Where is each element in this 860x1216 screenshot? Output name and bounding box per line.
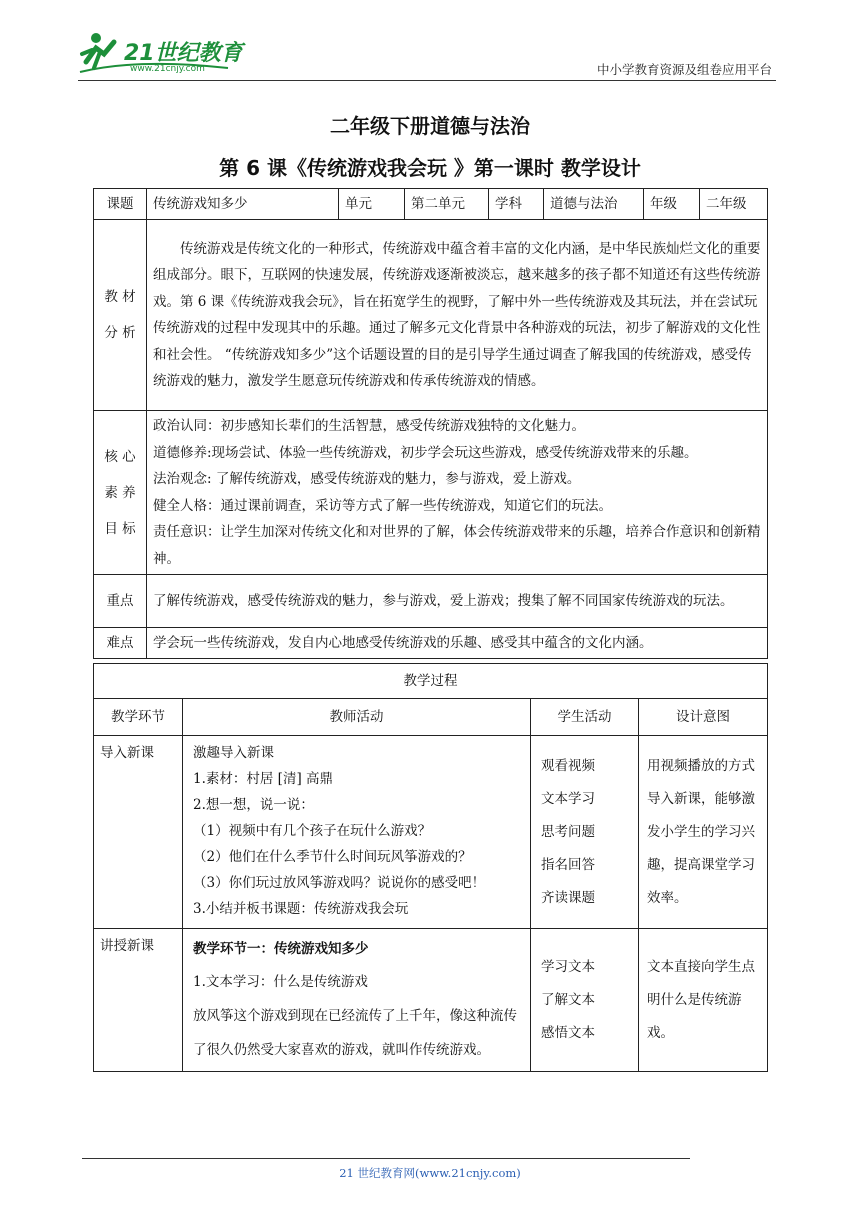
process-header-row xyxy=(94,699,768,736)
document-title: 二年级下册道德与法治 xyxy=(330,114,530,138)
goal-political: 政治认同：初步感知长辈们的生活智慧，感受传统游戏独特的文化魅力。 xyxy=(153,418,585,434)
key-point-row xyxy=(94,575,768,628)
design-intent-new: 文本直接向学生点明什么是传统游戏。 xyxy=(639,929,768,1072)
difficulty-text: 学会玩一些传统游戏，发自内心地感受传统游戏的乐趣、感受其中蕴含的文化内涵。 xyxy=(147,628,768,659)
platform-name: 中小学教育资源及组卷应用平台 xyxy=(596,62,772,77)
analysis-text: 传统游戏是传统文化的一种形式，传统游戏中蕴含着丰富的文化内涵，是中华民族灿烂文化的重要组成部分。眼下，互联网的快速发展，传统游戏逐渐被淡忘，越来越多的孩子都不知道还有这些传统游戏。第 6 课《传统游戏我会玩》，旨在拓宽学生的视野，了解中外一些传统游戏及其玩法，并在尝试玩传统游戏的过程中发现其中的乐趣。通过了解多元文化背景中各种游戏的玩法，初步了解游戏的文化性和社会性。 “传统游戏知多少”这个话题设置的目的是引导学生通过调查了解我国的传统游戏，感受传统游戏的魅力，激发学生愿意玩传统游戏和传承传统游戏的情感。 xyxy=(147,220,768,411)
unit-label: 单元 xyxy=(339,189,405,220)
grade-label: 年级 xyxy=(644,189,700,220)
teacher-activity-new: 教学环节一：传统游戏知多少 1.文本学习：什么是传统游戏 放风筝这个游戏到现在已经流传了上千年，像这种流传了很久仍然受大家喜欢的游戏，就叫作传统游戏。 xyxy=(183,929,531,1072)
info-row xyxy=(94,189,768,220)
topic-value: 传统游戏知多少 xyxy=(147,189,339,220)
student-activity-intro: 观看视频 文本学习 思考问题 指名回答 齐读课题 xyxy=(531,736,639,929)
teaching-process-table xyxy=(93,663,768,1072)
process-row-new xyxy=(94,929,768,1072)
goal-moral: 道德修养:现场尝试、体验一些传统游戏，初步学会玩这些游戏，感受传统游戏带来的乐趣。 xyxy=(153,444,698,461)
analysis-row xyxy=(94,220,768,411)
stage-intro: 导入新课 xyxy=(94,736,183,929)
logo-text: 21世纪教育 xyxy=(124,41,243,66)
goal-responsibility: 责任意识：让学生加深对传统文化和对世界的了解，体会传统游戏带来的乐趣，培养合作意识和创新精神。 xyxy=(153,524,761,567)
unit-value: 第二单元 xyxy=(405,189,489,220)
core-goals-list xyxy=(147,411,768,575)
footer-divider xyxy=(82,1158,690,1159)
footer-link[interactable]: 21 世纪教育网(www.21cnjy.com) xyxy=(339,1166,521,1180)
key-point-label: 重点 xyxy=(94,575,147,628)
col-teacher: 教师活动 xyxy=(183,699,531,736)
logo-url: www.21cnjy.com xyxy=(130,64,205,74)
core-goals-label: 核 心 素 养 目 标 xyxy=(94,411,147,575)
subject-value: 道德与法治 xyxy=(544,189,644,220)
core-goals-row xyxy=(94,411,768,575)
goal-law: 法治观念: 了解传统游戏，感受传统游戏的魅力，参与游戏，爱上游戏。 xyxy=(153,471,581,487)
stage-new: 讲授新课 xyxy=(94,929,183,1072)
student-activity-new: 学习文本 了解文本 感悟文本 xyxy=(531,929,639,1072)
process-title-row xyxy=(94,664,768,699)
teacher-activity-intro: 激趣导入新课 1.素材：村居 [清] 高鼎 2.想一想，说一说： （1）视频中有几个孩子在玩什么游戏？ （2）他们在什么季节什么时间玩风筝游戏的？ （3）你们玩过放风筝游戏吗？说说你的感受吧！ 3.小结并板书课题：传统游戏我会玩 xyxy=(183,736,531,929)
lesson-title: 第 6 课《传统游戏我会玩 》第一课时 教学设计 xyxy=(219,156,641,180)
grade-value: 二年级 xyxy=(700,189,768,220)
analysis-label: 教 材 分 析 xyxy=(94,220,147,411)
col-student: 学生活动 xyxy=(531,699,639,736)
topic-label: 课题 xyxy=(94,189,147,220)
key-point-text: 了解传统游戏，感受传统游戏的魅力，参与游戏，爱上游戏；搜集了解不同国家传统游戏的玩法。 xyxy=(147,575,768,628)
process-row-intro xyxy=(94,736,768,929)
goal-personality: 健全人格：通过课前调查，采访等方式了解一些传统游戏，知道它们的玩法。 xyxy=(153,497,612,514)
difficulty-row xyxy=(94,628,768,659)
design-intent-intro: 用视频播放的方式导入新课，能够激发小学生的学习兴趣，提高课堂学习效率。 xyxy=(639,736,768,929)
subject-label: 学科 xyxy=(489,189,544,220)
col-intent: 设计意图 xyxy=(639,699,768,736)
lesson-info-table xyxy=(93,188,768,659)
col-stage: 教学环节 xyxy=(94,699,183,736)
difficulty-label: 难点 xyxy=(94,628,147,659)
process-title: 教学过程 xyxy=(94,664,768,699)
header-divider xyxy=(78,80,776,81)
site-logo[interactable] xyxy=(78,28,248,78)
